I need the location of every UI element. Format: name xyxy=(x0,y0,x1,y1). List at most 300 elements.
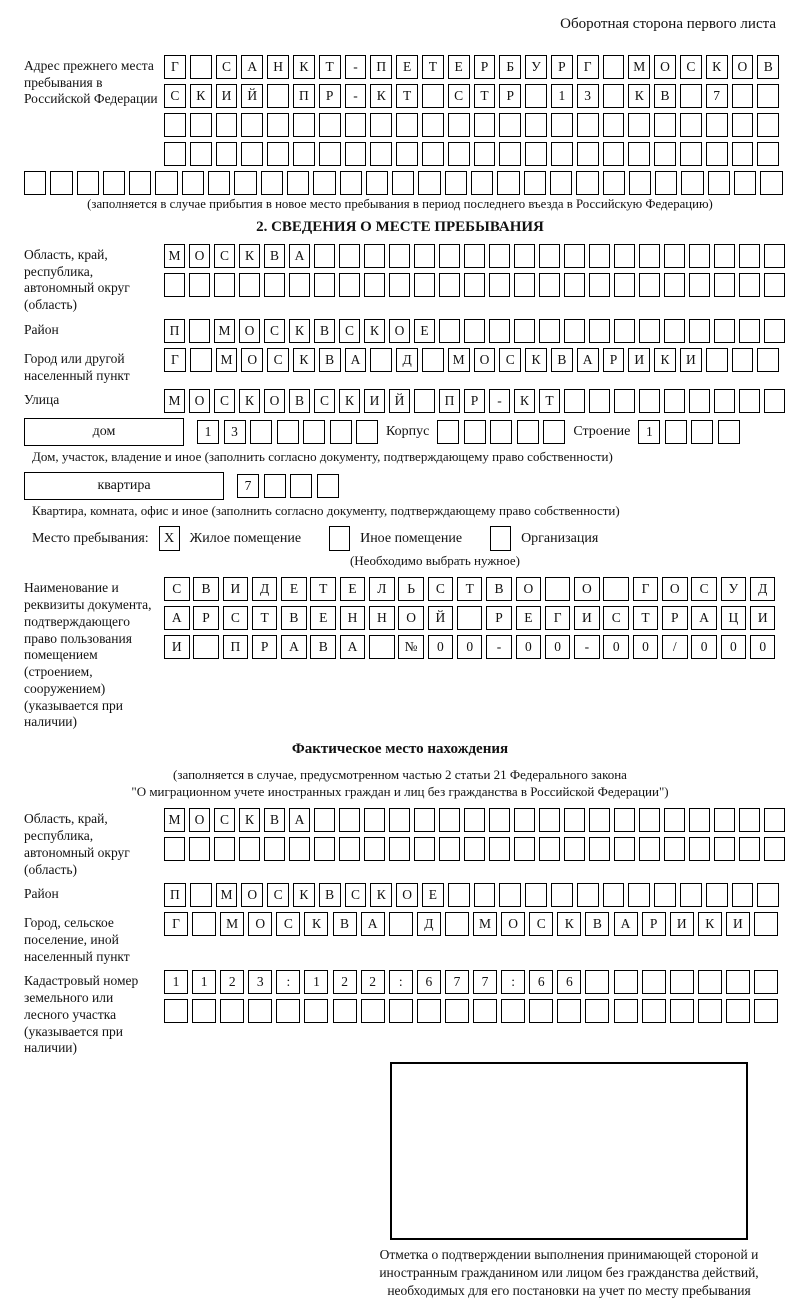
char-cell[interactable]: С xyxy=(164,577,190,601)
char-cell[interactable] xyxy=(564,319,585,343)
char-cell[interactable] xyxy=(680,113,702,137)
char-cell[interactable] xyxy=(664,273,685,297)
char-cell[interactable] xyxy=(603,55,625,79)
char-cell[interactable] xyxy=(439,244,460,268)
char-cell[interactable]: Т xyxy=(310,577,336,601)
char-cell[interactable] xyxy=(551,142,573,166)
char-cell[interactable]: С xyxy=(214,808,235,832)
char-cell[interactable]: С xyxy=(499,348,521,372)
char-cell[interactable]: О xyxy=(189,808,210,832)
char-cell[interactable]: Р xyxy=(474,55,496,79)
char-cell[interactable]: 0 xyxy=(516,635,542,659)
char-cell[interactable] xyxy=(339,273,360,297)
char-cell[interactable] xyxy=(539,244,560,268)
char-cell[interactable] xyxy=(732,113,754,137)
char-cell[interactable] xyxy=(473,999,497,1023)
char-cell[interactable]: К xyxy=(289,319,310,343)
char-cell[interactable] xyxy=(276,999,300,1023)
char-cell[interactable] xyxy=(369,635,395,659)
char-cell[interactable] xyxy=(714,319,735,343)
char-cell[interactable] xyxy=(164,113,186,137)
char-cell[interactable] xyxy=(164,837,185,861)
char-cell[interactable]: К xyxy=(557,912,581,936)
char-cell[interactable] xyxy=(389,808,410,832)
char-cell[interactable]: Т xyxy=(633,606,659,630)
char-cell[interactable] xyxy=(190,348,212,372)
char-cell[interactable] xyxy=(714,808,735,832)
char-cell[interactable]: М xyxy=(628,55,650,79)
char-cell[interactable]: О xyxy=(248,912,272,936)
char-cell[interactable]: Т xyxy=(252,606,278,630)
char-cell[interactable]: И xyxy=(364,389,385,413)
char-cell[interactable]: 2 xyxy=(333,970,357,994)
char-cell[interactable] xyxy=(689,244,710,268)
char-cell[interactable] xyxy=(370,348,392,372)
char-cell[interactable]: О xyxy=(398,606,424,630)
char-cell[interactable] xyxy=(289,273,310,297)
char-cell[interactable] xyxy=(239,837,260,861)
char-cell[interactable]: М xyxy=(164,389,185,413)
char-cell[interactable]: К xyxy=(698,912,722,936)
char-cell[interactable] xyxy=(189,273,210,297)
char-cell[interactable]: Ц xyxy=(721,606,747,630)
char-cell[interactable] xyxy=(190,113,212,137)
char-cell[interactable]: 3 xyxy=(224,420,246,444)
char-cell[interactable]: М xyxy=(216,883,238,907)
char-cell[interactable] xyxy=(489,837,510,861)
char-cell[interactable]: В xyxy=(310,635,336,659)
char-cell[interactable] xyxy=(464,420,486,444)
char-cell[interactable]: Н xyxy=(369,606,395,630)
char-cell[interactable] xyxy=(726,999,750,1023)
char-cell[interactable] xyxy=(514,837,535,861)
char-cell[interactable]: Н xyxy=(267,55,289,79)
char-cell[interactable]: № xyxy=(398,635,424,659)
char-cell[interactable] xyxy=(437,420,459,444)
char-cell[interactable] xyxy=(345,142,367,166)
char-cell[interactable]: О xyxy=(241,348,263,372)
char-cell[interactable] xyxy=(543,420,565,444)
char-cell[interactable]: В xyxy=(551,348,573,372)
char-cell[interactable]: Е xyxy=(340,577,366,601)
char-cell[interactable] xyxy=(103,171,125,195)
char-cell[interactable] xyxy=(414,389,435,413)
char-cell[interactable]: И xyxy=(574,606,600,630)
char-cell[interactable] xyxy=(414,837,435,861)
char-cell[interactable] xyxy=(216,142,238,166)
char-cell[interactable] xyxy=(564,389,585,413)
char-cell[interactable] xyxy=(764,389,785,413)
char-cell[interactable] xyxy=(655,171,677,195)
char-cell[interactable] xyxy=(517,420,539,444)
char-cell[interactable]: А xyxy=(289,244,310,268)
char-cell[interactable] xyxy=(757,142,779,166)
char-cell[interactable] xyxy=(639,837,660,861)
char-cell[interactable] xyxy=(589,319,610,343)
char-cell[interactable] xyxy=(680,142,702,166)
char-cell[interactable] xyxy=(489,319,510,343)
char-cell[interactable]: 0 xyxy=(603,635,629,659)
char-cell[interactable] xyxy=(514,319,535,343)
char-cell[interactable] xyxy=(689,837,710,861)
char-cell[interactable]: С xyxy=(448,84,470,108)
char-cell[interactable] xyxy=(577,113,599,137)
char-cell[interactable] xyxy=(345,113,367,137)
char-cell[interactable]: О xyxy=(189,244,210,268)
char-cell[interactable]: К xyxy=(239,808,260,832)
char-cell[interactable]: К xyxy=(370,883,392,907)
char-cell[interactable] xyxy=(603,171,625,195)
char-cell[interactable]: Д xyxy=(396,348,418,372)
char-cell[interactable] xyxy=(754,970,778,994)
char-cell[interactable] xyxy=(754,912,778,936)
char-cell[interactable]: И xyxy=(750,606,776,630)
char-cell[interactable]: О xyxy=(516,577,542,601)
char-cell[interactable]: Р xyxy=(642,912,666,936)
char-cell[interactable]: Р xyxy=(193,606,219,630)
char-cell[interactable] xyxy=(50,171,72,195)
char-cell[interactable] xyxy=(192,912,216,936)
char-cell[interactable] xyxy=(489,273,510,297)
char-cell[interactable]: Й xyxy=(428,606,454,630)
char-cell[interactable] xyxy=(734,171,756,195)
char-cell[interactable] xyxy=(364,273,385,297)
char-cell[interactable] xyxy=(732,883,754,907)
char-cell[interactable]: В xyxy=(654,84,676,108)
char-cell[interactable] xyxy=(389,273,410,297)
char-cell[interactable]: Г xyxy=(164,55,186,79)
char-cell[interactable] xyxy=(739,808,760,832)
stay-type-checkbox-other[interactable] xyxy=(329,526,350,551)
char-cell[interactable] xyxy=(739,244,760,268)
char-cell[interactable]: Е xyxy=(422,883,444,907)
char-cell[interactable] xyxy=(464,837,485,861)
char-cell[interactable] xyxy=(603,84,625,108)
apartment-box[interactable] xyxy=(24,472,224,500)
char-cell[interactable] xyxy=(464,808,485,832)
char-cell[interactable] xyxy=(214,837,235,861)
char-cell[interactable] xyxy=(267,84,289,108)
char-cell[interactable] xyxy=(718,420,740,444)
char-cell[interactable] xyxy=(614,273,635,297)
char-cell[interactable]: П xyxy=(164,319,185,343)
char-cell[interactable]: С xyxy=(314,389,335,413)
char-cell[interactable]: В xyxy=(281,606,307,630)
char-cell[interactable] xyxy=(689,319,710,343)
stay-type-checkbox-residential[interactable]: X xyxy=(159,526,180,551)
char-cell[interactable]: П xyxy=(223,635,249,659)
char-cell[interactable] xyxy=(445,912,469,936)
char-cell[interactable]: М xyxy=(216,348,238,372)
char-cell[interactable] xyxy=(474,142,496,166)
char-cell[interactable] xyxy=(754,999,778,1023)
char-cell[interactable] xyxy=(339,244,360,268)
char-cell[interactable]: К xyxy=(628,84,650,108)
char-cell[interactable]: Д xyxy=(750,577,776,601)
char-cell[interactable]: И xyxy=(680,348,702,372)
char-cell[interactable]: О xyxy=(732,55,754,79)
char-cell[interactable]: С xyxy=(680,55,702,79)
char-cell[interactable]: Е xyxy=(414,319,435,343)
char-cell[interactable]: П xyxy=(439,389,460,413)
char-cell[interactable] xyxy=(364,837,385,861)
char-cell[interactable]: Г xyxy=(577,55,599,79)
char-cell[interactable] xyxy=(330,420,352,444)
char-cell[interactable] xyxy=(317,474,339,498)
char-cell[interactable]: Г xyxy=(545,606,571,630)
char-cell[interactable] xyxy=(250,420,272,444)
char-cell[interactable]: : xyxy=(389,970,413,994)
char-cell[interactable] xyxy=(589,389,610,413)
char-cell[interactable]: В xyxy=(289,389,310,413)
char-cell[interactable] xyxy=(529,999,553,1023)
char-cell[interactable]: Т xyxy=(474,84,496,108)
char-cell[interactable] xyxy=(564,273,585,297)
char-cell[interactable]: А xyxy=(340,635,366,659)
char-cell[interactable] xyxy=(448,142,470,166)
char-cell[interactable]: К xyxy=(339,389,360,413)
char-cell[interactable] xyxy=(439,837,460,861)
char-cell[interactable]: В xyxy=(319,883,341,907)
char-cell[interactable] xyxy=(603,142,625,166)
char-cell[interactable] xyxy=(418,171,440,195)
char-cell[interactable]: Т xyxy=(539,389,560,413)
char-cell[interactable] xyxy=(614,319,635,343)
char-cell[interactable] xyxy=(589,273,610,297)
char-cell[interactable] xyxy=(239,273,260,297)
char-cell[interactable] xyxy=(689,808,710,832)
char-cell[interactable] xyxy=(603,883,625,907)
char-cell[interactable] xyxy=(706,883,728,907)
char-cell[interactable]: Е xyxy=(516,606,542,630)
char-cell[interactable] xyxy=(290,474,312,498)
char-cell[interactable] xyxy=(364,808,385,832)
char-cell[interactable]: Р xyxy=(551,55,573,79)
char-cell[interactable] xyxy=(497,171,519,195)
char-cell[interactable] xyxy=(340,171,362,195)
char-cell[interactable] xyxy=(356,420,378,444)
char-cell[interactable]: К xyxy=(190,84,212,108)
char-cell[interactable]: Б xyxy=(499,55,521,79)
char-cell[interactable]: С xyxy=(214,389,235,413)
char-cell[interactable] xyxy=(614,808,635,832)
char-cell[interactable]: А xyxy=(281,635,307,659)
char-cell[interactable] xyxy=(422,113,444,137)
char-cell[interactable]: М xyxy=(164,808,185,832)
char-cell[interactable] xyxy=(706,142,728,166)
char-cell[interactable]: 6 xyxy=(417,970,441,994)
char-cell[interactable] xyxy=(614,837,635,861)
char-cell[interactable]: К xyxy=(239,244,260,268)
char-cell[interactable] xyxy=(293,142,315,166)
char-cell[interactable]: М xyxy=(220,912,244,936)
char-cell[interactable]: А xyxy=(164,606,190,630)
char-cell[interactable] xyxy=(732,142,754,166)
char-cell[interactable] xyxy=(708,171,730,195)
char-cell[interactable]: 0 xyxy=(691,635,717,659)
char-cell[interactable]: Т xyxy=(422,55,444,79)
char-cell[interactable] xyxy=(539,273,560,297)
char-cell[interactable]: М xyxy=(214,319,235,343)
char-cell[interactable] xyxy=(670,970,694,994)
char-cell[interactable] xyxy=(490,420,512,444)
char-cell[interactable]: Т xyxy=(396,84,418,108)
char-cell[interactable]: С xyxy=(339,319,360,343)
char-cell[interactable] xyxy=(689,389,710,413)
char-cell[interactable]: А xyxy=(614,912,638,936)
char-cell[interactable] xyxy=(564,244,585,268)
char-cell[interactable]: Е xyxy=(396,55,418,79)
char-cell[interactable] xyxy=(639,389,660,413)
char-cell[interactable]: 0 xyxy=(721,635,747,659)
char-cell[interactable]: А xyxy=(691,606,717,630)
char-cell[interactable] xyxy=(364,244,385,268)
char-cell[interactable]: С xyxy=(276,912,300,936)
char-cell[interactable]: Г xyxy=(164,912,188,936)
char-cell[interactable]: А xyxy=(241,55,263,79)
char-cell[interactable]: О xyxy=(501,912,525,936)
char-cell[interactable]: / xyxy=(662,635,688,659)
char-cell[interactable]: А xyxy=(577,348,599,372)
char-cell[interactable]: Е xyxy=(310,606,336,630)
char-cell[interactable]: - xyxy=(345,55,367,79)
char-cell[interactable]: - xyxy=(489,389,510,413)
char-cell[interactable] xyxy=(474,883,496,907)
char-cell[interactable] xyxy=(417,999,441,1023)
char-cell[interactable]: У xyxy=(721,577,747,601)
char-cell[interactable]: 7 xyxy=(237,474,259,498)
char-cell[interactable] xyxy=(422,348,444,372)
char-cell[interactable]: 1 xyxy=(164,970,188,994)
char-cell[interactable]: 1 xyxy=(551,84,573,108)
char-cell[interactable] xyxy=(603,577,629,601)
char-cell[interactable] xyxy=(614,999,638,1023)
char-cell[interactable] xyxy=(190,883,212,907)
char-cell[interactable]: 1 xyxy=(304,970,328,994)
char-cell[interactable] xyxy=(664,837,685,861)
char-cell[interactable] xyxy=(389,244,410,268)
char-cell[interactable]: Г xyxy=(633,577,659,601)
stay-type-checkbox-organization[interactable] xyxy=(490,526,511,551)
char-cell[interactable] xyxy=(192,999,216,1023)
char-cell[interactable] xyxy=(314,273,335,297)
char-cell[interactable] xyxy=(539,837,560,861)
char-cell[interactable] xyxy=(545,577,571,601)
char-cell[interactable] xyxy=(333,999,357,1023)
char-cell[interactable] xyxy=(551,883,573,907)
char-cell[interactable] xyxy=(642,970,666,994)
char-cell[interactable] xyxy=(303,420,325,444)
char-cell[interactable]: Р xyxy=(319,84,341,108)
char-cell[interactable] xyxy=(464,273,485,297)
char-cell[interactable] xyxy=(24,171,46,195)
char-cell[interactable] xyxy=(589,808,610,832)
char-cell[interactable]: Й xyxy=(389,389,410,413)
char-cell[interactable]: И xyxy=(216,84,238,108)
char-cell[interactable] xyxy=(164,999,188,1023)
char-cell[interactable] xyxy=(525,113,547,137)
char-cell[interactable] xyxy=(319,113,341,137)
house-box[interactable] xyxy=(24,418,184,446)
char-cell[interactable] xyxy=(234,171,256,195)
char-cell[interactable]: - xyxy=(486,635,512,659)
char-cell[interactable] xyxy=(77,171,99,195)
char-cell[interactable]: М xyxy=(164,244,185,268)
char-cell[interactable]: Р xyxy=(499,84,521,108)
char-cell[interactable] xyxy=(628,142,650,166)
char-cell[interactable] xyxy=(680,883,702,907)
char-cell[interactable] xyxy=(289,837,310,861)
char-cell[interactable] xyxy=(389,912,413,936)
char-cell[interactable] xyxy=(439,273,460,297)
char-cell[interactable]: О xyxy=(662,577,688,601)
char-cell[interactable] xyxy=(304,999,328,1023)
char-cell[interactable]: М xyxy=(448,348,470,372)
char-cell[interactable] xyxy=(370,113,392,137)
char-cell[interactable] xyxy=(739,837,760,861)
char-cell[interactable]: 6 xyxy=(557,970,581,994)
char-cell[interactable] xyxy=(220,999,244,1023)
char-cell[interactable] xyxy=(714,273,735,297)
char-cell[interactable] xyxy=(739,273,760,297)
char-cell[interactable] xyxy=(760,171,782,195)
char-cell[interactable]: К xyxy=(293,348,315,372)
char-cell[interactable]: 3 xyxy=(248,970,272,994)
char-cell[interactable] xyxy=(129,171,151,195)
char-cell[interactable]: В xyxy=(264,244,285,268)
char-cell[interactable] xyxy=(757,113,779,137)
char-cell[interactable] xyxy=(445,999,469,1023)
char-cell[interactable]: 0 xyxy=(545,635,571,659)
char-cell[interactable]: Т xyxy=(319,55,341,79)
char-cell[interactable]: С xyxy=(691,577,717,601)
char-cell[interactable]: В xyxy=(486,577,512,601)
char-cell[interactable]: 2 xyxy=(220,970,244,994)
char-cell[interactable]: Р xyxy=(486,606,512,630)
char-cell[interactable] xyxy=(732,348,754,372)
char-cell[interactable] xyxy=(474,113,496,137)
char-cell[interactable] xyxy=(214,273,235,297)
char-cell[interactable]: О xyxy=(264,389,285,413)
char-cell[interactable] xyxy=(164,273,185,297)
char-cell[interactable]: С xyxy=(214,244,235,268)
char-cell[interactable] xyxy=(193,635,219,659)
char-cell[interactable] xyxy=(614,970,638,994)
char-cell[interactable] xyxy=(642,999,666,1023)
char-cell[interactable]: С xyxy=(345,883,367,907)
char-cell[interactable]: И xyxy=(223,577,249,601)
char-cell[interactable] xyxy=(670,999,694,1023)
char-cell[interactable]: С xyxy=(529,912,553,936)
char-cell[interactable] xyxy=(439,319,460,343)
char-cell[interactable] xyxy=(464,244,485,268)
char-cell[interactable] xyxy=(216,113,238,137)
char-cell[interactable] xyxy=(389,837,410,861)
char-cell[interactable] xyxy=(764,273,785,297)
char-cell[interactable] xyxy=(514,808,535,832)
char-cell[interactable] xyxy=(564,837,585,861)
char-cell[interactable] xyxy=(577,883,599,907)
char-cell[interactable]: А xyxy=(345,348,367,372)
char-cell[interactable] xyxy=(189,837,210,861)
char-cell[interactable] xyxy=(464,319,485,343)
char-cell[interactable] xyxy=(739,319,760,343)
char-cell[interactable] xyxy=(714,244,735,268)
char-cell[interactable]: Ь xyxy=(398,577,424,601)
char-cell[interactable] xyxy=(706,348,728,372)
char-cell[interactable] xyxy=(422,142,444,166)
char-cell[interactable]: В xyxy=(193,577,219,601)
